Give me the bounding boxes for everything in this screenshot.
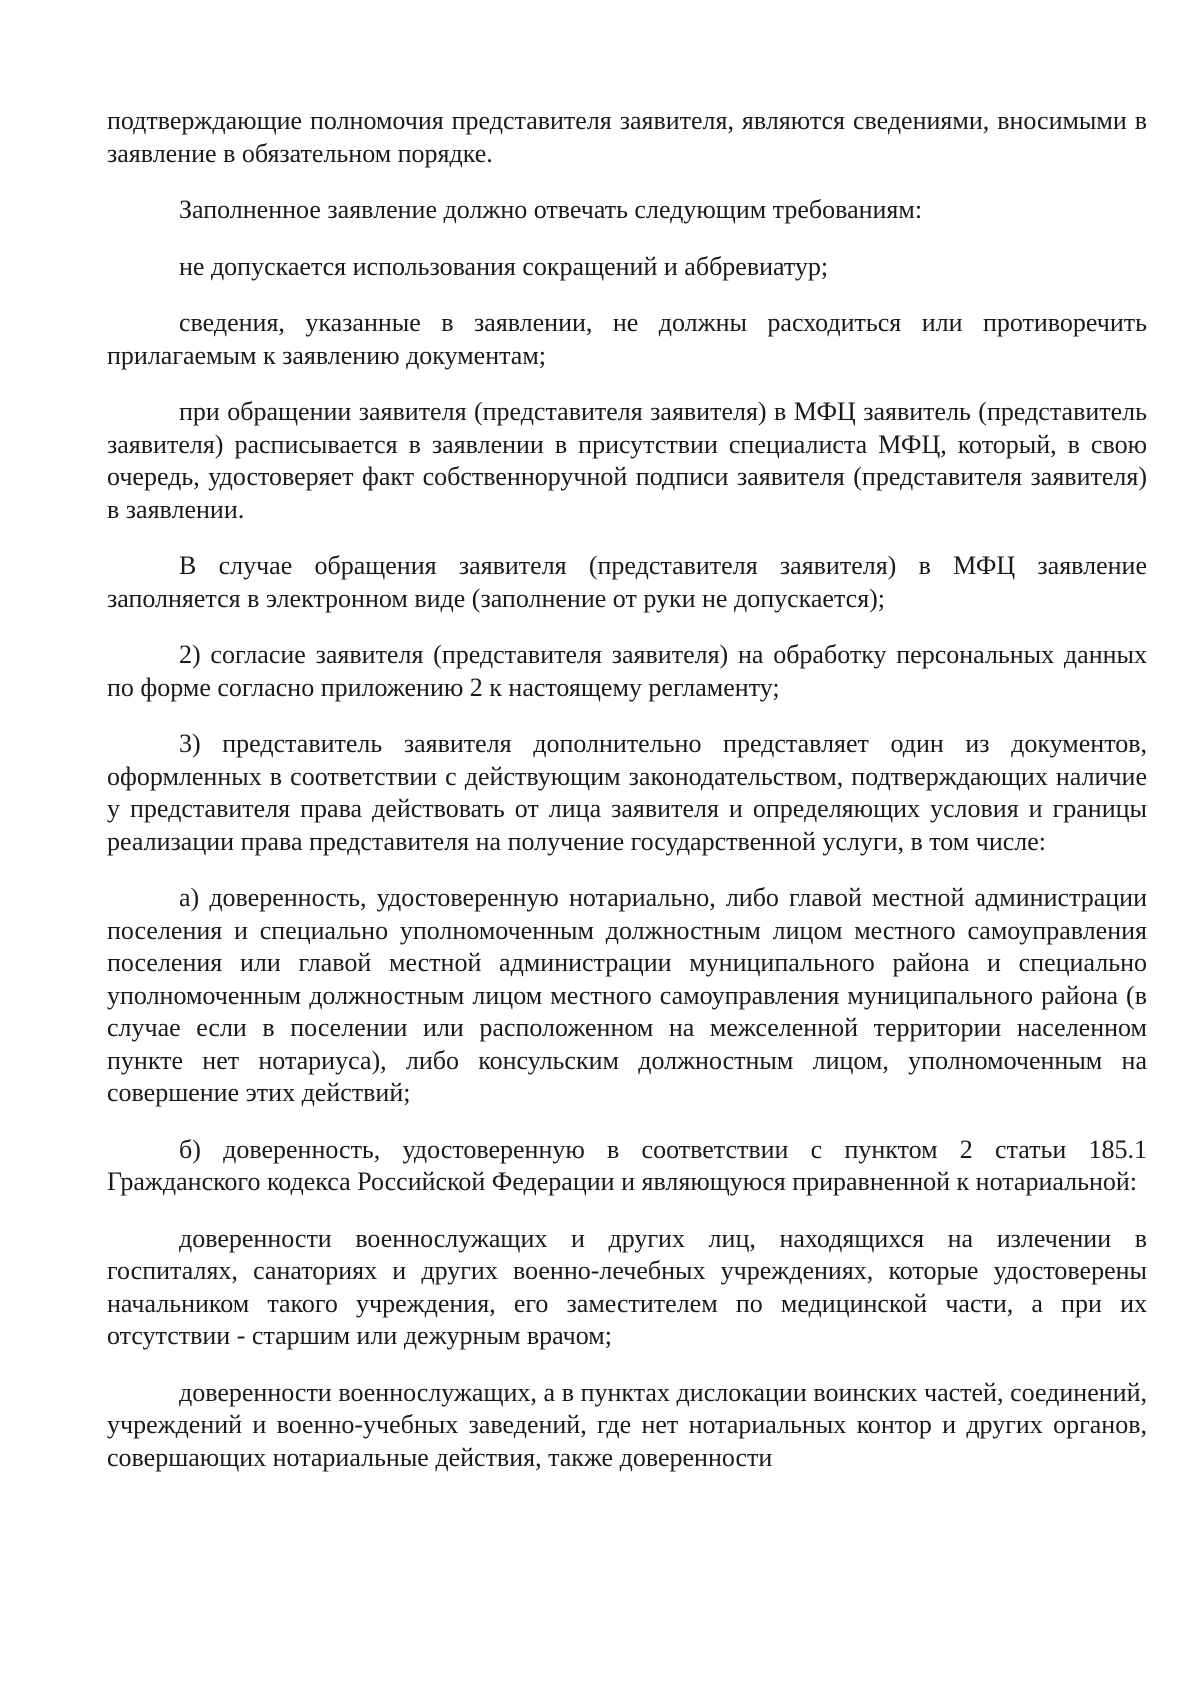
paragraph-requirements-intro: Заполненное заявление должно отвечать следующим требованиям: — [179, 195, 923, 224]
paragraph-item-b-civil-code: б) доверенность, удостоверенную в соответствии с пунктом 2 статьи 185.1 Гражданского кодекса Российской Федерации и являющуюся приравненной к нотариальной: — [107, 1134, 1147, 1196]
paragraph-mfc-signature: при обращении заявителя (представителя заявителя) в МФЦ заявитель (представитель заявителя) расписывается в заявлении в присутствии специалиста МФЦ, который, в свою очередь, удостоверяет факт собственноручной подписи заявителя (представителя заявителя) в заявлении. — [107, 397, 1147, 524]
paragraph-item-a-notarial: а) доверенность, удостоверенную нотариально, либо главой местной администрации поселения и специально уполномоченным должностным лицом местного самоуправления поселения или главой местной администрации муниципального района и специально уполномоченным должностным лицом местного самоуправления муниципального района (в случае если в поселении или расположенном на межселенной территории населенном пункте нет нотариуса), либо консульским должностным лицом, уполномоченным на совершение этих действий; — [107, 883, 1147, 1107]
paragraph-military-hospital: доверенности военнослужащих и других лиц, находящихся на излечении в госпиталях, санаториях и других военно-лечебных учреждениях, которые удостоверены начальником такого учреждения, его заместителем по медицинской части, а при их отсутствии - старшим или дежурным врачом; — [107, 1223, 1147, 1350]
paragraph-electronic-form: В случае обращения заявителя (представителя заявителя) в МФЦ заявление заполняется в электронном виде (заполнение от руки не допускается); — [107, 551, 1147, 613]
document-body — [107, 105, 1147, 1474]
paragraph-military-units: доверенности военнослужащих, а в пунктах дислокации воинских частей, соединений, учреждений и военно-учебных заведений, где нет нотариальных контор и других органов, совершающих нотариальные действия, также доверенности — [107, 1377, 1147, 1472]
paragraph-item-2-consent: 2) согласие заявителя (представителя заявителя) на обработку персональных данных по форме согласно приложению 2 к настоящему регламенту; — [107, 640, 1147, 702]
paragraph-continuation: подтверждающие полномочия представителя заявителя, являются сведениями, вносимыми в заявление в обязательном порядке. — [107, 106, 1147, 168]
paragraph-consistency: сведения, указанные в заявлении, не должны расходиться или противоречить прилагаемым к заявлению документам; — [107, 308, 1147, 370]
paragraph-item-3-representative: 3) представитель заявителя дополнительно представляет один из документов, оформленных в соответствии с действующим законодательством, подтверждающих наличие у представителя права действовать от лица заявителя и определяющих условия и границы реализации права представителя на получение государственной услуги, в том числе: — [107, 729, 1147, 856]
paragraph-no-abbreviations: не допускается использования сокращений и аббревиатур; — [179, 251, 829, 281]
